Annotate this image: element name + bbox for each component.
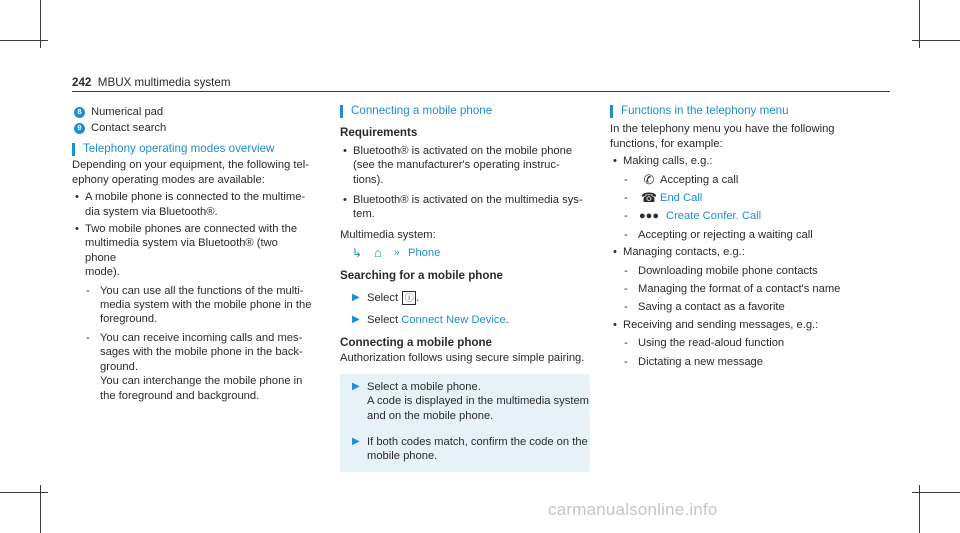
number-badge: 9 [74, 123, 85, 134]
column-1 [72, 104, 312, 403]
crop-mark [0, 492, 48, 493]
double-chevron-icon: » [394, 247, 400, 259]
bullet-text: Making calls, e.g.: [623, 155, 713, 168]
page-header [72, 76, 231, 90]
end-call-icon[interactable]: ☎ [640, 190, 658, 206]
bullet-text: mode). [85, 266, 120, 279]
search-title: Searching for a mobile phone [340, 268, 503, 282]
bullet-item [72, 190, 312, 219]
bullet-text: Bluetooth® is activated on the mobile phone [353, 144, 573, 157]
step-arrow-icon: ▶ [352, 435, 360, 447]
section-title [610, 104, 890, 118]
dash-item: - Managing the format of a contact's name [624, 283, 841, 296]
conference-call-icon[interactable]: ●●● [639, 210, 659, 223]
step-item: ▶ Select a mobile phone. A code is displayed in the multimedia system and on the mobile phone. [340, 380, 590, 423]
dash-item: - ✆ Accepting a call [624, 171, 739, 187]
watermark: carmanualsonline.info [548, 500, 718, 519]
dash-item: - Dictating a new message [624, 355, 763, 368]
dash-item: - ☎ End Call [624, 190, 703, 206]
legend-item [72, 120, 312, 136]
home-icon[interactable]: ⌂ [374, 245, 382, 261]
bullet-dot: • [75, 223, 79, 236]
step-item: ▶ Select Connect New Device . [340, 313, 590, 327]
accept-call-icon[interactable]: ✆ [643, 171, 655, 187]
step-arrow-icon: ▶ [352, 380, 360, 392]
bullet-item: • Making calls, e.g.: [613, 155, 713, 168]
multimedia-label: Multimedia system: [340, 228, 436, 241]
section-title [340, 104, 590, 118]
connect-title: Connecting a mobile phone [340, 335, 493, 349]
device-search-icon[interactable]: ⓘ [402, 291, 416, 305]
bullet-text: A mobile phone is connected to the multime- [85, 191, 306, 204]
legend-text: Numerical pad [91, 105, 164, 118]
bullet-text: tem. [353, 208, 375, 221]
dash-item: - Downloading mobile phone contacts [624, 264, 818, 277]
bullet-text: Managing contacts, e.g.: [623, 246, 745, 259]
dash-text: media system with the mobile phone in the [100, 299, 312, 312]
section-title-text: Connecting a mobile phone [351, 104, 493, 117]
section-bar [72, 143, 75, 156]
dash-text: You can use all the functions of the multi- [100, 284, 304, 297]
bullet-text: multimedia system via Bluetooth® (two phone [85, 237, 278, 264]
auth-text: Authorization follows using secure simple pairing. [340, 352, 585, 365]
connect-new-device-link[interactable]: Connect New Device [401, 314, 506, 327]
requirements-title: Requirements [340, 126, 418, 140]
phone-menu-link[interactable]: Phone [408, 247, 441, 260]
bullet-dot: • [75, 191, 79, 204]
dash-item: - You can use all the functions of the multi- media system with the mobile phone in the foreground. [86, 284, 312, 326]
dash-item: - You can receive incoming calls and mes- sages with the mobile phone in the back- ground. You can interchange the mobile phone in the foreground and background. [86, 331, 303, 402]
column-2 [340, 104, 590, 472]
bullet-item: • Managing contacts, e.g.: [613, 246, 745, 259]
path-arrow-icon: ↳ [352, 246, 363, 261]
dash-item: - Saving a contact as a favorite [624, 301, 785, 314]
page-number: 242 [72, 76, 92, 89]
step-item: ▶ Select ⓘ . [340, 291, 590, 305]
bullet-text: (see the manufacturer's operating instruc- [353, 159, 560, 172]
column-3 [610, 104, 890, 369]
bullet-item: • Bluetooth® is activated on the mobile phone (see the manufacturer's operating instruc- tions). [343, 144, 573, 186]
dash-text: You can receive incoming calls and mes- [100, 331, 303, 344]
bullet-item: • Receiving and sending messages, e.g.: [613, 318, 819, 331]
section-bar [340, 105, 343, 118]
intro-line: ephony operating modes are available: [72, 173, 265, 186]
dash-text: foreground. [100, 313, 158, 326]
intro-line: functions, for example: [610, 137, 723, 150]
header-rule [72, 91, 890, 92]
section-title-text: Functions in the telephony menu [621, 104, 789, 117]
dash-item: - Accepting or rejecting a waiting call [624, 228, 813, 241]
crop-mark [912, 492, 960, 493]
bullet-item: • Bluetooth® is activated on the multimedia sys- tem. [343, 194, 583, 221]
intro-line: In the telephony menu you have the following [610, 123, 835, 136]
crop-mark [0, 40, 48, 41]
dash-text: You can interchange the mobile phone in [100, 375, 303, 388]
step-item: ▶ If both codes match, confirm the code on the mobile phone. [340, 435, 590, 464]
dash-text: sages with the mobile phone in the back- [100, 346, 303, 359]
dash-text: ground. [100, 360, 138, 373]
bullet-text: Receiving and sending messages, e.g.: [623, 318, 819, 331]
step-box [340, 374, 590, 472]
number-badge: 8 [74, 107, 85, 118]
end-call-link[interactable]: End Call [660, 192, 703, 205]
bullet-item [72, 222, 312, 280]
section-title-text: Telephony operating modes overview [83, 142, 275, 155]
bullet-text: Two mobile phones are connected with the [85, 223, 298, 236]
menu-path [340, 246, 590, 260]
dash-text: the foreground and background. [100, 389, 260, 402]
create-conference-link[interactable]: Create Confer. Call [666, 210, 762, 223]
dash-item: - Using the read-aloud function [624, 337, 785, 350]
legend-text: Contact search [91, 121, 167, 134]
legend-item [72, 104, 312, 120]
bullet-text: dia system via Bluetooth®. [85, 205, 218, 218]
running-title: MBUX multimedia system [97, 76, 231, 89]
section-title [72, 142, 312, 156]
step-arrow-icon: ▶ [352, 292, 360, 304]
crop-mark [912, 40, 960, 41]
dash-item: - ●●● Create Confer. Call [624, 210, 762, 223]
bullet-text: tions). [353, 173, 384, 186]
intro-line: Depending on your equipment, the following tel- [72, 159, 309, 172]
step-arrow-icon: ▶ [352, 314, 360, 326]
section-bar [610, 105, 613, 118]
bullet-text: Bluetooth® is activated on the multimedia sys- [353, 194, 583, 207]
